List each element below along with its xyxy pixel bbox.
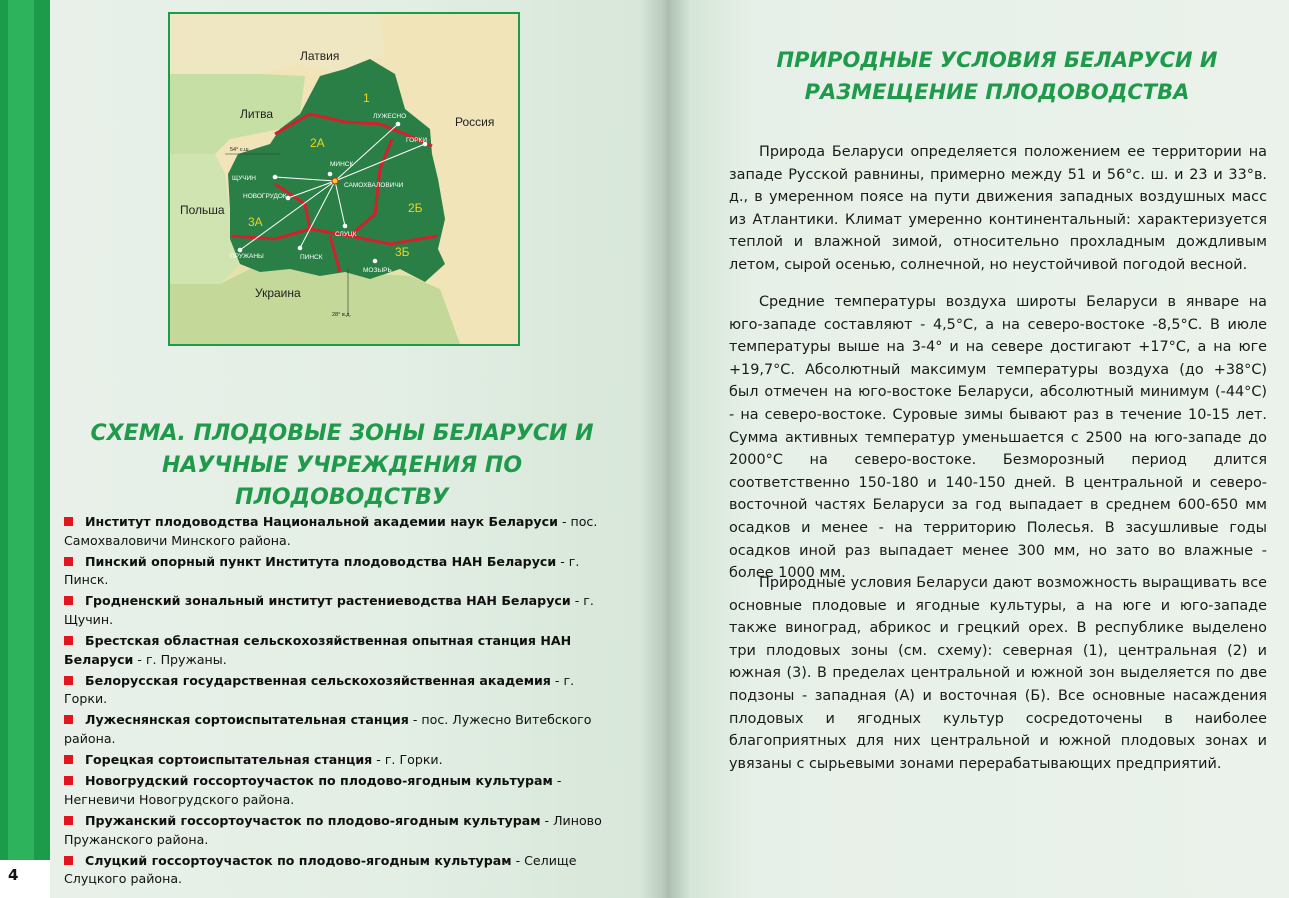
label-russia: Россия: [455, 115, 495, 129]
label-poland: Польша: [180, 203, 225, 217]
red-square-bullet-icon: [64, 676, 73, 685]
list-item: [64, 513, 612, 550]
institution-name: Белорусская государственная сельскохозяйственная академия: [85, 672, 551, 688]
scheme-title: [62, 418, 622, 514]
pruzhany-marker: [238, 248, 243, 253]
red-square-bullet-icon: [64, 816, 73, 825]
institution-location: - г. Пинск.: [64, 553, 580, 588]
heading-line-2: РАЗМЕЩЕНИЕ ПЛОДОВОДСТВА: [804, 80, 1190, 104]
label-mozyr: МОЗЫРЬ: [363, 267, 392, 274]
label-samokhvalovichi: САМОХВАЛОВИЧИ: [344, 182, 404, 189]
label-pruzhany: ПРУЖАНЫ: [230, 253, 264, 260]
red-square-bullet-icon: [64, 755, 73, 764]
institution-name: Горецкая сортоиспытательная станция: [85, 752, 373, 768]
list-item: [64, 672, 612, 709]
list-item: [64, 812, 612, 849]
label-zone-2b: 2Б: [408, 201, 423, 215]
pinsk-marker: [298, 246, 303, 251]
institution-location: - Селище Слуцкого района.: [64, 852, 577, 887]
label-zone-1: 1: [363, 91, 370, 105]
institution-name: Брестская областная сельскохозяйственная опытная станция НАН Беларуси: [64, 633, 572, 667]
page-number: 4: [8, 866, 19, 884]
red-square-bullet-icon: [64, 715, 73, 724]
institution-name: Пинский опорный пункт Института плодоводства НАН Беларуси: [85, 553, 557, 569]
label-ukraine: Украина: [255, 286, 301, 300]
red-square-bullet-icon: [64, 596, 73, 605]
scheme-title-line-2: НАУЧНЫЕ УЧРЕЖДЕНИЯ ПО ПЛОДОВОДСТВУ: [161, 453, 523, 510]
red-square-bullet-icon: [64, 557, 73, 566]
paragraph-temperatures: Средние температуры воздуха широты Беларуси в январе на юго-западе составляют - 4,5°С, а на северо-востоке -8,5°С. В июле температуры выше на 3-4° и на севере достигают +17°С, а на юге +19,7°С. Абсолютный максимум температуры воздуха (до +38°С) был отмечен на юго-востоке Беларуси, абсолютный минимум (-44°С) - на северо-востоке. Суровые зимы бывают раз в течение 10-15 лет. Сумма активных температур уменьшается с 2500 на юго-западе до 2000°С на северо-востоке. Безморозный период длится соответственно 150-180 и 140-150 дней. В центральной и северо-восточной частях Беларуси за год выпадает в среднем 600-650 мм осадков и менее - на территорию Полесья. В засушливые годы осадков иной раз выпадает менее 300 мм, но зато во влажные - более 1000 мм.: [729, 294, 1267, 582]
paragraph-nature: Природа Беларуси определяется положением ее территории на западе Русской равнины, примерно между 51 и 56°с. ш. и 23 и 33°в. д., в умеренном поясе на пути движения западных воздушных масс из Атлантики. Климат умеренно континентальный: характеризуется теплой и влажной зимой, относительно прохладным дождливым летом, сырой осенью, солнечной, но неустойчивой погодой весной.: [729, 144, 1267, 273]
label-shchuchin: ЩУЧИН: [232, 175, 256, 182]
institutions-list: [64, 513, 612, 891]
institution-location: - пос. Лужесно Витебского района.: [64, 712, 592, 747]
page-heading: [757, 44, 1237, 108]
latvia-area: [170, 14, 385, 74]
list-item: [64, 772, 612, 809]
label-zone-3b: 3Б: [395, 245, 410, 259]
light-green-stripe: [8, 0, 34, 860]
heading-line-1: ПРИРОДНЫЕ УСЛОВИЯ БЕЛАРУСИ И: [776, 48, 1218, 72]
institution-name: Пружанский госсортоучасток по плодово-ягодным культурам: [85, 812, 541, 828]
institution-location: - пос. Самохваловичи Минского района.: [64, 514, 598, 548]
fruit-zones-map: [168, 12, 520, 346]
list-item: [64, 632, 612, 669]
map-drawing: [170, 14, 518, 344]
scheme-title-line-1: СХЕМА. ПЛОДОВЫЕ ЗОНЫ БЕЛАРУСИ И: [90, 421, 594, 446]
list-item: [64, 711, 612, 748]
label-latitude: 54° с.ш.: [230, 147, 251, 153]
institution-name: Новогрудский госсортоучасток по плодово-ягодным культурам: [85, 773, 553, 789]
mozyr-marker: [373, 259, 378, 264]
list-item: [64, 553, 612, 590]
institution-name: Лужеснянская сортоиспытательная станция: [85, 712, 409, 728]
red-square-bullet-icon: [64, 517, 73, 526]
institution-location: - г. Горки.: [64, 672, 575, 707]
institution-location: - г. Горки.: [372, 752, 443, 768]
institution-name: Гродненский зональный институт растениеводства НАН Беларуси: [85, 593, 571, 609]
luzhesno-marker: [396, 122, 401, 127]
institution-location: - Линово Пружанского района.: [64, 812, 602, 847]
paragraph-fruit-zones: Природные условия Беларуси дают возможность выращивать все основные плодовые и ягодные культуры, а на юге и юго-западе также виноград, абрикос и грецкий орех. В республике выделено три плодовых зоны (см. схему): северная (1), центральная (2) и южная (3). В пределах центральной и южной зон выделяется по две подзоны - западная (А) и восточная (Б). Все основные насаждения плодовых и ягодных культур сосредоточены в наиболее благоприятных для них центральной и южной плодовых зонах и увязаны с сырьевыми зонами перерабатывающих предприятий.: [729, 575, 1267, 772]
red-square-bullet-icon: [64, 776, 73, 785]
red-square-bullet-icon: [64, 856, 73, 865]
institution-location: - г. Щучин.: [64, 593, 594, 627]
label-novogrudok: НОВОГРУДОК: [243, 193, 287, 200]
institution-location: - Негневичи Новогрудского района.: [64, 773, 562, 807]
green-side-strip: [0, 0, 50, 860]
slutsk-marker: [343, 224, 348, 229]
label-minsk: МИНСК: [330, 161, 354, 168]
red-square-bullet-icon: [64, 636, 73, 645]
label-latvia: Латвия: [300, 49, 340, 63]
label-longitude: 28° в.д.: [332, 312, 352, 318]
institution-location: - г. Пружаны.: [133, 651, 227, 667]
list-item: [64, 592, 612, 629]
institution-name: Слуцкий госсортоучасток по плодово-ягодным культурам: [85, 852, 512, 868]
label-gorki: ГОРКИ: [406, 137, 428, 144]
samokhvalovichi-marker: [332, 178, 338, 184]
institution-name: Институт плодоводства Национальной академии наук Беларуси: [85, 514, 558, 529]
label-zone-2a: 2А: [310, 136, 325, 150]
shchuchin-marker: [273, 175, 278, 180]
right-page: [667, 0, 1289, 898]
label-slutsk: СЛУЦК: [335, 231, 357, 238]
list-item: [64, 852, 612, 889]
list-item: [64, 751, 612, 770]
minsk-marker: [328, 172, 333, 177]
label-zone-3a: 3А: [248, 215, 263, 229]
label-luzhesno: ЛУЖЕСНО: [373, 113, 407, 120]
label-lithuania: Литва: [240, 107, 273, 121]
label-pinsk: ПИНСК: [300, 254, 323, 261]
